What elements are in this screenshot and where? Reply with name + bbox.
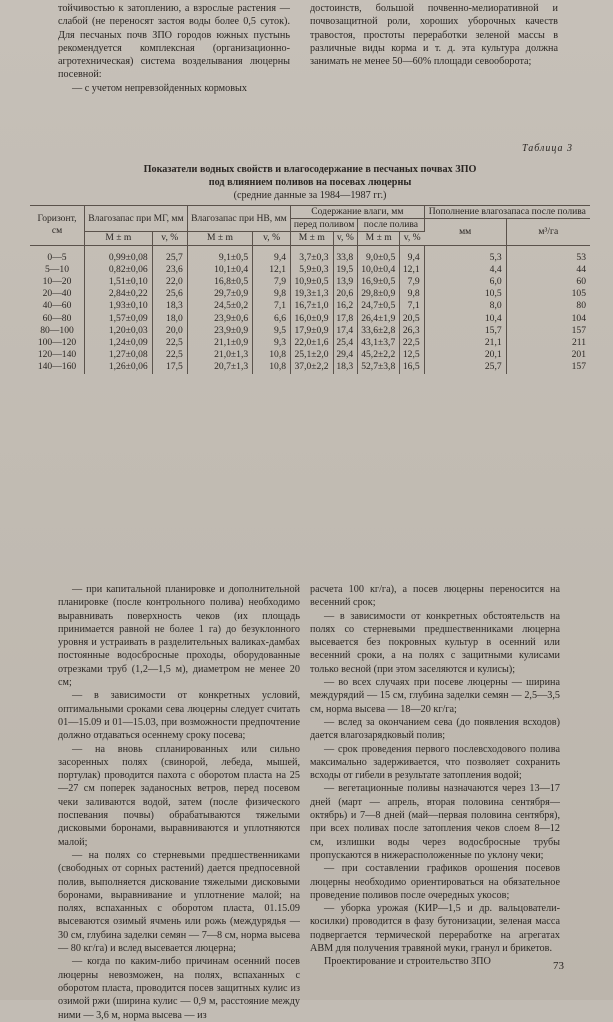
col-header-mm: мм [424, 219, 506, 245]
data-table [30, 205, 590, 374]
table-cell: 26,4±1,9 [358, 313, 400, 325]
table-cell: 12,5 [400, 349, 424, 361]
table-cell: 22,0±1,6 [291, 337, 333, 349]
table-cell: 10,0±0,4 [358, 264, 400, 276]
table-cell: 10,8 [253, 349, 291, 361]
table-row [30, 337, 590, 349]
table-cell: 21,1 [424, 337, 506, 349]
col-header-nv: Влагозапас при НВ, мм [187, 206, 290, 232]
table-cell: 1,57±0,09 [85, 313, 153, 325]
table-cell: 0—5 [30, 245, 85, 264]
table-cell: 17,9±0,9 [291, 325, 333, 337]
table-cell: 16,7±1,0 [291, 300, 333, 312]
table-cell: 80—100 [30, 325, 85, 337]
paragraph: расчета 100 кг/га), а посев люцерны переносится на весенний срок; [310, 584, 560, 609]
col-header-mg: Влагозапас при МГ, мм [85, 206, 188, 232]
table-cell: 23,6 [152, 264, 187, 276]
table-cell: 45,2±2,2 [358, 349, 400, 361]
table-cell: 18,3 [152, 300, 187, 312]
table-cell: 18,0 [152, 313, 187, 325]
table-cell: 6,0 [424, 276, 506, 288]
table-cell: 104 [571, 312, 586, 324]
top-left-column [58, 2, 290, 95]
table-cell: 17,8 [333, 313, 358, 325]
table-cell: 105 [571, 288, 586, 300]
table-cell: 25,1±2,0 [291, 349, 333, 361]
table-cell: 20,6 [333, 288, 358, 300]
table-cell: 4,4 [424, 264, 506, 276]
paragraph: — во всех случаях при посеве люцерны — ширина междурядий — 15 см, глубина заделки семян — 2,5—3,5 см, норма высева — 18—20 кг/га; [310, 677, 560, 715]
col-header-v: v, % [333, 232, 358, 245]
table-cell: 211 [571, 337, 586, 349]
col-header-after: после полива [358, 219, 424, 232]
table-cell: 12,1 [253, 264, 291, 276]
paragraph: — срок проведения первого послевсходового полива максимально задерживается, что позволяет сохранить всходы от гибели в результате затопления водой; [310, 743, 560, 782]
table-cell: 1,27±0,08 [85, 349, 153, 361]
col-header-horizon: Горизонт, см [30, 206, 85, 246]
table-cell: 10,9±0,5 [291, 276, 333, 288]
table-cell: 1,51±0,10 [85, 276, 153, 288]
col-header-mean: M ± m [85, 232, 153, 245]
bottom-left-column [58, 583, 300, 1022]
table-cell: 20,5 [400, 313, 424, 325]
table-cell: 9,8 [253, 288, 291, 300]
table-cell: 12,1 [400, 264, 424, 276]
paragraph: — на вновь спланированных или сильно засоренных полях (свинорой, лебеда, мышей, портулак) проводится пахота с оборотом пласта на 25—27 см поперек заданосных ветров, перед посевом чеки заливаются водой, затем (после физического поспевания почвы) обрабатываются тяжелыми дисковыми боронами, выравниваются и уплотняются малой; [58, 743, 300, 848]
paragraph: — в зависимости от конкретных условий, оптимальными сроками сева люцерны следует считать 01—15.09 и 01—15.03, при возможности предпочтение должно отдаваться осеннему сроку посева; [58, 690, 300, 742]
paragraph: — когда по каким-либо причинам осенний посев люцерны невозможен, на полях, вспаханных с оборотом пласта, проводится посев защитных кулис из озимой ржи (ширина кулис — 0,9 м, расстояние между ними — 3,6 м, норма высева — из [58, 956, 300, 1021]
table-cell: 26,3 [400, 325, 424, 337]
paragraph: — на полях со стерневыми предшественниками (свободных от сорных растений) дается предпосевной полив, выполняется дискование тяжелыми дисковыми боронами, выравнивание и уплотнение малой; на полях, вспаханных с оборотом пласта, 01.15.09 высеваются озимый ячмень или рожь (междурядья — 30 см, глубина заделки семян — 7—8 см, норма высева — 80 кг/га) и вслед высевается люцерна; [58, 849, 300, 955]
paragraph: — вслед за окончанием сева (до появления всходов) дается влагозарядковый полив; [310, 716, 560, 742]
table-cell: 20,0 [152, 325, 187, 337]
table-cell: 25,7 [152, 245, 187, 264]
table-row [30, 264, 590, 276]
table-row [30, 313, 590, 325]
table-cell: 10,1±0,4 [187, 264, 252, 276]
table-row [30, 349, 590, 361]
table-cell: 1,93±0,10 [85, 300, 153, 312]
table-cell: 140—160 [30, 361, 85, 373]
table-cell: 25,4 [333, 337, 358, 349]
table-cell: 10—20 [30, 276, 85, 288]
table-cell: 9,4 [400, 245, 424, 264]
table-title [30, 163, 590, 189]
table-cell: 25,6 [152, 288, 187, 300]
table-cell: 100—120 [30, 337, 85, 349]
table-cell: 23,9±0,6 [187, 313, 252, 325]
col-header-before: перед поливом [291, 219, 358, 232]
table-cell: 16,2 [333, 300, 358, 312]
paragraph: достоинств, большой почвенно-мелиоративной и почвозащитной роли, хороших уборочных качеств травостоя, простоты переработки зеленой массы в различные виды корма и т. д. эта культура должна занимать не менее 50—60% площади севооборота; [310, 3, 558, 68]
table-cell: 7,9 [400, 276, 424, 288]
paragraph: — в зависимости от конкретных обстоятельств на полях со стерневыми предшественниками люцерна высевается без покровных культур в осенний или весенний сроки, а на полях с защитными кулисами только весной (при этом заселяются и кулисы); [310, 610, 560, 675]
table-row [30, 288, 590, 300]
col-header-mean: M ± m [358, 232, 400, 245]
table-cell: 52,7±3,8 [358, 361, 400, 373]
table-cell: 16,0±0,9 [291, 313, 333, 325]
table-cell: 9,3 [253, 337, 291, 349]
table-cell: 20,7±1,3 [187, 361, 252, 373]
table-cell: 0,82±0,06 [85, 264, 153, 276]
col-header-replenish: Пополнение влагозапаса после полива [424, 206, 590, 219]
table-cell: 29,8±0,9 [358, 288, 400, 300]
table-cell: 21,0±1,3 [187, 349, 252, 361]
table-title-line: под влиянием поливов на посевах люцерны [208, 177, 412, 188]
table-cell: 40—60 [30, 300, 85, 312]
table-cell: 60—80 [30, 313, 85, 325]
table-cell: 1,26±0,06 [85, 361, 153, 373]
table-row [30, 245, 590, 264]
table-cell: 5,3 [424, 245, 506, 264]
table-cell: 5—10 [30, 264, 85, 276]
table-label: Таблица 3 [522, 143, 573, 154]
table-title-line: Показатели водных свойств и влагосодержание в песчаных почвах ЗПО [143, 164, 477, 175]
bottom-right-column [310, 583, 560, 969]
table-cell: 16,9±0,5 [358, 276, 400, 288]
table-cell: 17,5 [152, 361, 187, 373]
table-cell: 29,7±0,9 [187, 288, 252, 300]
table-cell: 53 [576, 251, 586, 263]
table-cell: 21,1±0,9 [187, 337, 252, 349]
table-cell: 7,9 [253, 276, 291, 288]
table-cell: 13,9 [333, 276, 358, 288]
table-cell: 15,7 [424, 325, 506, 337]
table-cell: 19,3±1,3 [291, 288, 333, 300]
table-cell: 37,0±2,2 [291, 361, 333, 373]
col-header-content: Содержание влаги, мм [291, 206, 425, 219]
table-cell: 120—140 [30, 349, 85, 361]
col-header-m3ha: м³/га [506, 219, 590, 245]
col-header-v: v, % [400, 232, 424, 245]
col-header-v: v, % [253, 232, 291, 245]
paragraph: — при капитальной планировке и дополнительной планировке (после контрольного полива) необходимо выравнивать поверхность чеков (их площадь принимается равной не более 1 га) до безуклонного уровня и устраивать в разделительных валиках-дамбах постоянные водосбросные проходы, оборудованные отрезками труб (1,2—1,5 м), диаметром не менее 20 см; [58, 584, 300, 689]
table-row [30, 276, 590, 288]
table-cell: 23,9±0,9 [187, 325, 252, 337]
table-cell: 7,1 [400, 300, 424, 312]
col-header-mean: M ± m [187, 232, 252, 245]
paragraph: — при составлении графиков орошения посевов люцерны необходимо ориентироваться на обязательное проведение поливов после очередных укосов; [310, 863, 560, 901]
table-cell: 10,5 [424, 288, 506, 300]
table-cell: 2,84±0,22 [85, 288, 153, 300]
table-cell: 9,0±0,5 [358, 245, 400, 264]
table-cell: 18,3 [333, 361, 358, 373]
table-cell: 10,4 [424, 313, 506, 325]
table-cell: 24,5±0,2 [187, 300, 252, 312]
table-cell: 0,99±0,08 [85, 245, 153, 264]
table-cell: 80 [576, 300, 586, 312]
paragraph: — вегетационные поливы назначаются через 13—17 дней (март — апрель, вторая половина сентября—октябрь) и 7—8 дней (май—первая половина сентября), при всех поливах после затопления чеков слоем 8—12 см, излишки воды через водосбросные трубы пропускаются в нижерасположенные по уклону чеки; [310, 783, 560, 861]
page-number: 73 [553, 960, 564, 972]
table-cell: 1,20±0,03 [85, 325, 153, 337]
table-cell: 44 [576, 263, 586, 275]
table-cell: 201 [571, 349, 586, 361]
table-cell: 17,4 [333, 325, 358, 337]
table-cell: 33,8 [333, 245, 358, 264]
running-footer: Проектирование и строительство ЗПО [324, 956, 491, 968]
table-row [30, 300, 590, 312]
table-cell: 60 [576, 276, 586, 288]
table-cell: 22,5 [400, 337, 424, 349]
table-cell: 157 [571, 361, 586, 373]
table-cell: 9,8 [400, 288, 424, 300]
table-cell: 22,5 [152, 349, 187, 361]
table-cell: 20—40 [30, 288, 85, 300]
table-cell: 22,5 [152, 337, 187, 349]
table-cell: 5,9±0,3 [291, 264, 333, 276]
top-right-column [310, 2, 558, 68]
table-cell: 1,24±0,09 [85, 337, 153, 349]
table-cell: 16,5 [400, 361, 424, 373]
table-row [30, 325, 590, 337]
table-cell: 7,1 [253, 300, 291, 312]
table-cell: 6,6 [253, 313, 291, 325]
paragraph: — уборка урожая (КИР—1,5 и др. вальцователи-косилки) проводится в фазу бутонизации, зеленая масса подвергается термической переработке на агрегатах АВМ для получения травяной муки, гранул и брикетов. [310, 903, 560, 955]
table-cell: 3,7±0,3 [291, 245, 333, 264]
table-cell: 9,5 [253, 325, 291, 337]
table-cell: 20,1 [424, 349, 506, 361]
table-cell: 157 [571, 324, 586, 336]
table-subtitle: (средние данные за 1984—1987 гг.) [233, 190, 387, 201]
paragraph: — с учетом непревзойденных кормовых [72, 82, 247, 94]
table-cell: 19,5 [333, 264, 358, 276]
table-cell: 22,0 [152, 276, 187, 288]
table-cell: 43,1±3,7 [358, 337, 400, 349]
table-row [30, 361, 590, 373]
table-cell: 29,4 [333, 349, 358, 361]
table-cell: 16,8±0,5 [187, 276, 252, 288]
table-cell: 10,8 [253, 361, 291, 373]
table-cell: 25,7 [424, 361, 506, 373]
paragraph: тойчивостью к затоплению, а взрослые растения — слабой (не переносят застоя воды более 0,5 суток). Для песчаных почв ЗПО городов южных пустынь рекомендуется комплексная (организационно-агротехническая) система возделывания люцерны посевной: [58, 3, 290, 81]
table-cell: 24,7±0,5 [358, 300, 400, 312]
table-cell: 9,4 [253, 245, 291, 264]
table-cell: 8,0 [424, 300, 506, 312]
table-cell: 33,6±2,8 [358, 325, 400, 337]
col-header-v: v, % [152, 232, 187, 245]
table-cell: 9,1±0,5 [187, 245, 252, 264]
col-header-mean: M ± m [291, 232, 333, 245]
